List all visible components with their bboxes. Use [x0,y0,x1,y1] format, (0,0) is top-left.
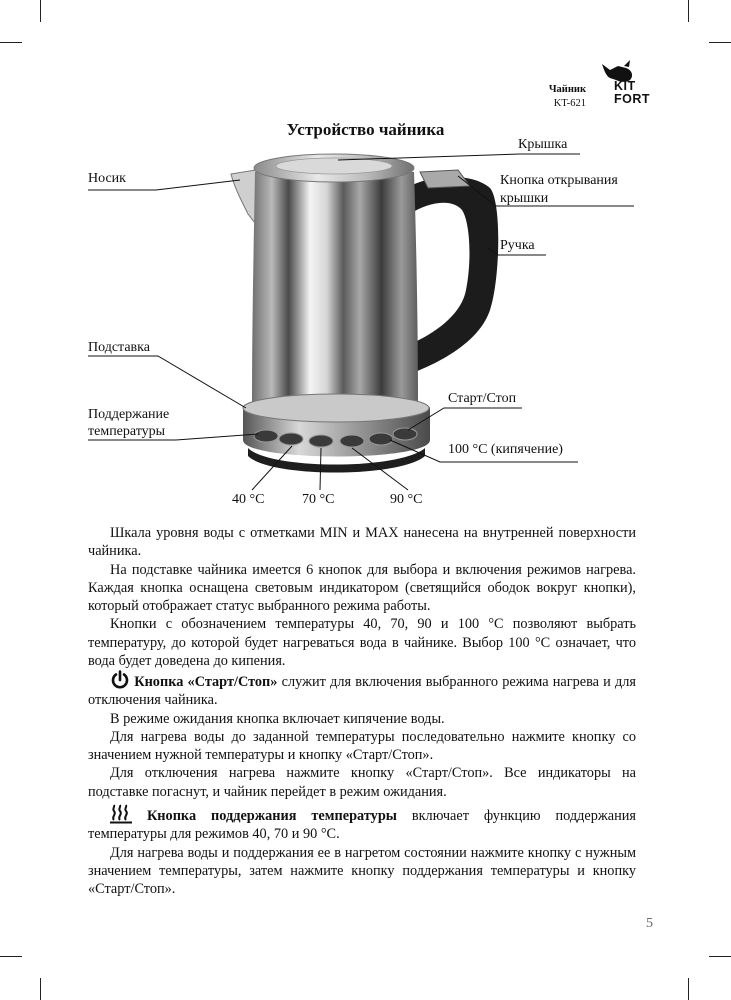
button-40-shape [279,433,303,445]
button-100-shape [369,433,393,445]
label-lid-button-line1: Кнопка открывания [500,173,618,188]
label-boil-100: 100 °C (кипячение) [448,442,563,457]
keep-warm-rest: включает функцию поддержания температуры для режимов 40, 70 и 90 °C. [88,808,636,843]
start-stop-rest: служит для включения выбранного режима нагрева и для отключения чайника. [88,674,637,709]
product-type: Чайник [548,84,586,95]
label-lid-button-line2: крышки [500,191,549,206]
keep-warm-section [88,804,636,898]
crop-mark [40,978,41,1000]
page-number: 5 [646,916,653,931]
paragraph: На подставке чайника имеется 6 кнопок для выбора и включения режимов нагрева. Каждая кнопка оснащена световым индикатором (светящийся ободок вокруг кнопки), который отображает статус выбранного режима работы. [88,561,636,615]
label-keep-warm-line1: Поддержание [88,407,170,422]
start-stop-section [88,670,636,801]
diagram-title: Устройство чайника [286,120,445,139]
handle-shape [405,177,498,372]
crop-mark [688,978,689,1000]
button-70-shape [309,435,333,447]
start-stop-bold: Кнопка «Старт/Стоп» [134,674,278,690]
paragraph: В режиме ожидания кнопка включает кипячение воды. [110,710,445,727]
start-stop-heading-paragraph [88,670,636,710]
leader-base [88,356,246,408]
label-temp-40: 40 °C [232,492,265,507]
label-spout: Носик [88,171,126,186]
label-lid: Крышка [518,137,568,152]
label-base: Подставка [88,340,150,355]
label-keep-warm-line2: температуры [88,424,166,439]
intro-text [88,524,636,670]
keep-warm-bold: Кнопка поддержания температуры [146,808,397,824]
start-stop-button-shape [393,428,417,440]
label-temp-90: 90 °C [390,492,423,507]
power-icon [110,670,130,690]
paragraph: Для нагрева воды и поддержания ее в нагретом состоянии нажмите кнопку с нужным значением температуры, затем нажмите кнопку поддержания температуры и кнопку «Старт/Стоп». [88,844,636,898]
paragraph: Для нагрева воды до заданной температуры последовательно нажмите кнопку со значением нужной температуры и кнопку «Старт/Стоп». [88,728,636,764]
crop-mark [709,956,731,957]
crop-mark [0,956,22,957]
button-90-shape [340,435,364,447]
kettle-body-shape [252,172,418,416]
brand-line1: KIT [614,79,636,93]
keep-warm-button-shape [254,430,278,442]
brand-line2: FORT [614,92,651,106]
paragraph: Шкала уровня воды с отметками MIN и MAX нанесена на внутренней поверхности чайника. [88,525,636,560]
keep-warm-heading-paragraph [88,804,636,844]
label-temp-70: 70 °C [302,492,335,507]
paragraph: Кнопки с обозначением температуры 40, 70, 90 и 100 °C позволяют выбрать температуру, до которой будет нагреваться вода в чайнике. Выбор 100 °C означает, что вода будет доведена до кипения. [88,616,636,670]
paragraph: Для отключения нагрева нажмите кнопку «Старт/Стоп». Все индикаторы на подставке погаснут, и чайник перейдет в режим ожидания. [88,765,636,800]
label-start-stop: Старт/Стоп [448,391,517,406]
heat-waves-icon [110,804,132,824]
label-keep-warm [88,406,169,440]
model-number: KT-621 [553,98,586,109]
label-lid-button [500,172,618,208]
label-handle: Ручка [500,238,535,253]
